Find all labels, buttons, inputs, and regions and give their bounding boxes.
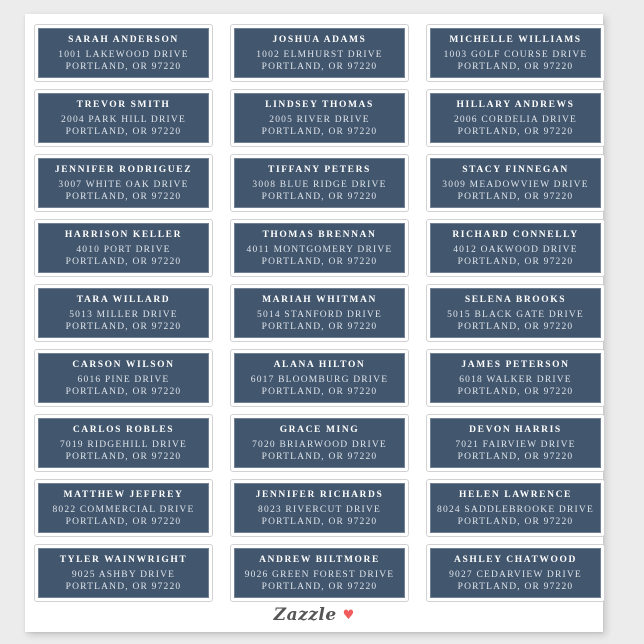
address-label: [230, 544, 409, 602]
label-city: PORTLAND, OR 97220: [65, 321, 182, 332]
label-street: 8022 COMMERCIAL DRIVE: [52, 504, 195, 515]
label-name: TARA WILLARD: [76, 294, 171, 305]
label-street: 2006 CORDELIA DRIVE: [453, 114, 578, 125]
label-street: 4011 MONTGOMERY DRIVE: [246, 244, 393, 255]
label-street: 6018 WALKER DRIVE: [459, 374, 572, 385]
label-panel: [234, 158, 405, 208]
label-panel: [38, 418, 209, 468]
label-city: PORTLAND, OR 97220: [261, 191, 378, 202]
address-label: [230, 479, 409, 537]
zazzle-logo: Zazzle: [273, 605, 337, 625]
label-panel: [430, 223, 601, 273]
label-panel: [234, 28, 405, 78]
address-label: [230, 284, 409, 342]
address-label: [34, 219, 213, 277]
label-panel: [38, 288, 209, 338]
label-street: 8023 RIVERCUT DRIVE: [258, 504, 381, 515]
label-name: STACY FINNEGAN: [462, 164, 569, 175]
label-street: 7021 FAIRVIEW DRIVE: [455, 439, 576, 450]
label-street: 6017 BLOOMBURG DRIVE: [250, 374, 389, 385]
label-panel: [430, 93, 601, 143]
label-street: 8024 SADDLEBROOKE DRIVE: [437, 504, 594, 515]
label-street: 1002 ELMHURST DRIVE: [256, 49, 383, 60]
label-city: PORTLAND, OR 97220: [65, 191, 182, 202]
address-label: [426, 414, 605, 472]
label-city: PORTLAND, OR 97220: [261, 126, 378, 137]
address-label: [230, 154, 409, 212]
label-city: PORTLAND, OR 97220: [65, 581, 182, 592]
label-name: ASHLEY CHATWOOD: [454, 554, 577, 565]
label-street: 9025 ASHBY DRIVE: [71, 569, 176, 580]
label-street: 2005 RIVER DRIVE: [269, 114, 370, 125]
label-panel: [38, 223, 209, 273]
address-label: [426, 479, 605, 537]
label-name: SELENA BROOKS: [464, 294, 567, 305]
label-name: CARSON WILSON: [72, 359, 175, 370]
label-panel: [234, 418, 405, 468]
label-panel: [38, 548, 209, 598]
label-city: PORTLAND, OR 97220: [457, 386, 574, 397]
label-street: 1001 LAKEWOOD DRIVE: [58, 49, 189, 60]
label-street: 4010 PORT DRIVE: [76, 244, 171, 255]
address-label: [34, 414, 213, 472]
label-name: JENNIFER RODRIGUEZ: [54, 164, 193, 175]
label-city: PORTLAND, OR 97220: [261, 61, 378, 72]
heart-icon: ♥: [342, 608, 355, 623]
label-name: ALANA HILTON: [273, 359, 366, 370]
label-city: PORTLAND, OR 97220: [65, 61, 182, 72]
address-label: [426, 349, 605, 407]
label-street: 2004 PARK HILL DRIVE: [61, 114, 186, 125]
label-panel: [38, 158, 209, 208]
label-city: PORTLAND, OR 97220: [457, 126, 574, 137]
label-city: PORTLAND, OR 97220: [457, 451, 574, 462]
label-name: HELEN LAWRENCE: [459, 489, 572, 500]
address-label: [230, 219, 409, 277]
label-panel: [38, 93, 209, 143]
label-name: ANDREW BILTMORE: [259, 554, 380, 565]
label-city: PORTLAND, OR 97220: [65, 256, 182, 267]
sticker-sheet: [25, 14, 603, 632]
label-name: MICHELLE WILLIAMS: [449, 34, 582, 45]
label-street: 3009 MEADOWVIEW DRIVE: [442, 179, 589, 190]
label-name: RICHARD CONNELLY: [452, 229, 579, 240]
label-panel: [430, 418, 601, 468]
label-street: 6016 PINE DRIVE: [77, 374, 170, 385]
label-panel: [38, 483, 209, 533]
label-city: PORTLAND, OR 97220: [65, 386, 182, 397]
label-name: JOSHUA ADAMS: [272, 34, 367, 45]
label-panel: [430, 288, 601, 338]
address-label: [34, 544, 213, 602]
address-label: [426, 544, 605, 602]
label-panel: [234, 93, 405, 143]
label-street: 3008 BLUE RIDGE DRIVE: [252, 179, 387, 190]
label-street: 1003 GOLF COURSE DRIVE: [443, 49, 588, 60]
label-street: 7019 RIDGEHILL DRIVE: [59, 439, 188, 450]
label-panel: [38, 353, 209, 403]
label-street: 5014 STANFORD DRIVE: [257, 309, 382, 320]
label-name: TIFFANY PETERS: [268, 164, 371, 175]
label-city: PORTLAND, OR 97220: [261, 386, 378, 397]
label-name: HARRISON KELLER: [64, 229, 183, 240]
label-city: PORTLAND, OR 97220: [261, 451, 378, 462]
label-name: TYLER WAINWRIGHT: [59, 554, 188, 565]
label-name: TREVOR SMITH: [76, 99, 171, 110]
address-label: [230, 349, 409, 407]
label-city: PORTLAND, OR 97220: [261, 581, 378, 592]
label-name: JENNIFER RICHARDS: [255, 489, 384, 500]
label-panel: [430, 28, 601, 78]
address-label: [34, 89, 213, 147]
label-name: GRACE MING: [279, 424, 360, 435]
address-label: [34, 154, 213, 212]
label-panel: [430, 548, 601, 598]
label-city: PORTLAND, OR 97220: [261, 516, 378, 527]
address-label: [34, 284, 213, 342]
label-name: THOMAS BRENNAN: [262, 229, 377, 240]
address-label: [230, 414, 409, 472]
label-city: PORTLAND, OR 97220: [457, 581, 574, 592]
address-label: [34, 479, 213, 537]
label-panel: [430, 353, 601, 403]
label-street: 5013 MILLER DRIVE: [69, 309, 178, 320]
label-panel: [234, 288, 405, 338]
label-grid: [34, 24, 605, 602]
label-city: PORTLAND, OR 97220: [457, 61, 574, 72]
address-label: [230, 24, 409, 82]
label-street: 9027 CEDARVIEW DRIVE: [449, 569, 582, 580]
label-name: SARAH ANDERSON: [68, 34, 179, 45]
label-name: JAMES PETERSON: [461, 359, 570, 370]
label-name: HILLARY ANDREWS: [456, 99, 575, 110]
label-panel: [234, 548, 405, 598]
label-panel: [430, 158, 601, 208]
label-street: 4012 OAKWOOD DRIVE: [453, 244, 578, 255]
label-name: MATTHEW JEFFREY: [63, 489, 184, 500]
address-label: [426, 219, 605, 277]
label-name: MARIAH WHITMAN: [262, 294, 377, 305]
address-label: [426, 24, 605, 82]
label-city: PORTLAND, OR 97220: [457, 256, 574, 267]
label-street: 5015 BLACK GATE DRIVE: [447, 309, 584, 320]
zazzle-branding: [25, 605, 603, 625]
address-label: [230, 89, 409, 147]
label-panel: [430, 483, 601, 533]
label-city: PORTLAND, OR 97220: [457, 321, 574, 332]
label-city: PORTLAND, OR 97220: [65, 451, 182, 462]
label-city: PORTLAND, OR 97220: [261, 321, 378, 332]
label-street: 3007 WHITE OAK DRIVE: [58, 179, 189, 190]
label-panel: [234, 483, 405, 533]
label-street: 9026 GREEN FOREST DRIVE: [244, 569, 395, 580]
address-label: [34, 24, 213, 82]
label-city: PORTLAND, OR 97220: [65, 126, 182, 137]
label-name: DEVON HARRIS: [469, 424, 562, 435]
label-city: PORTLAND, OR 97220: [261, 256, 378, 267]
label-panel: [234, 353, 405, 403]
address-label: [426, 284, 605, 342]
label-street: 7020 BRIARWOOD DRIVE: [252, 439, 387, 450]
address-label: [426, 154, 605, 212]
label-panel: [234, 223, 405, 273]
label-city: PORTLAND, OR 97220: [457, 516, 574, 527]
address-label: [34, 349, 213, 407]
label-panel: [38, 28, 209, 78]
label-city: PORTLAND, OR 97220: [65, 516, 182, 527]
label-city: PORTLAND, OR 97220: [457, 191, 574, 202]
label-name: LINDSEY THOMAS: [265, 99, 374, 110]
address-label: [426, 89, 605, 147]
label-name: CARLOS ROBLES: [72, 424, 175, 435]
